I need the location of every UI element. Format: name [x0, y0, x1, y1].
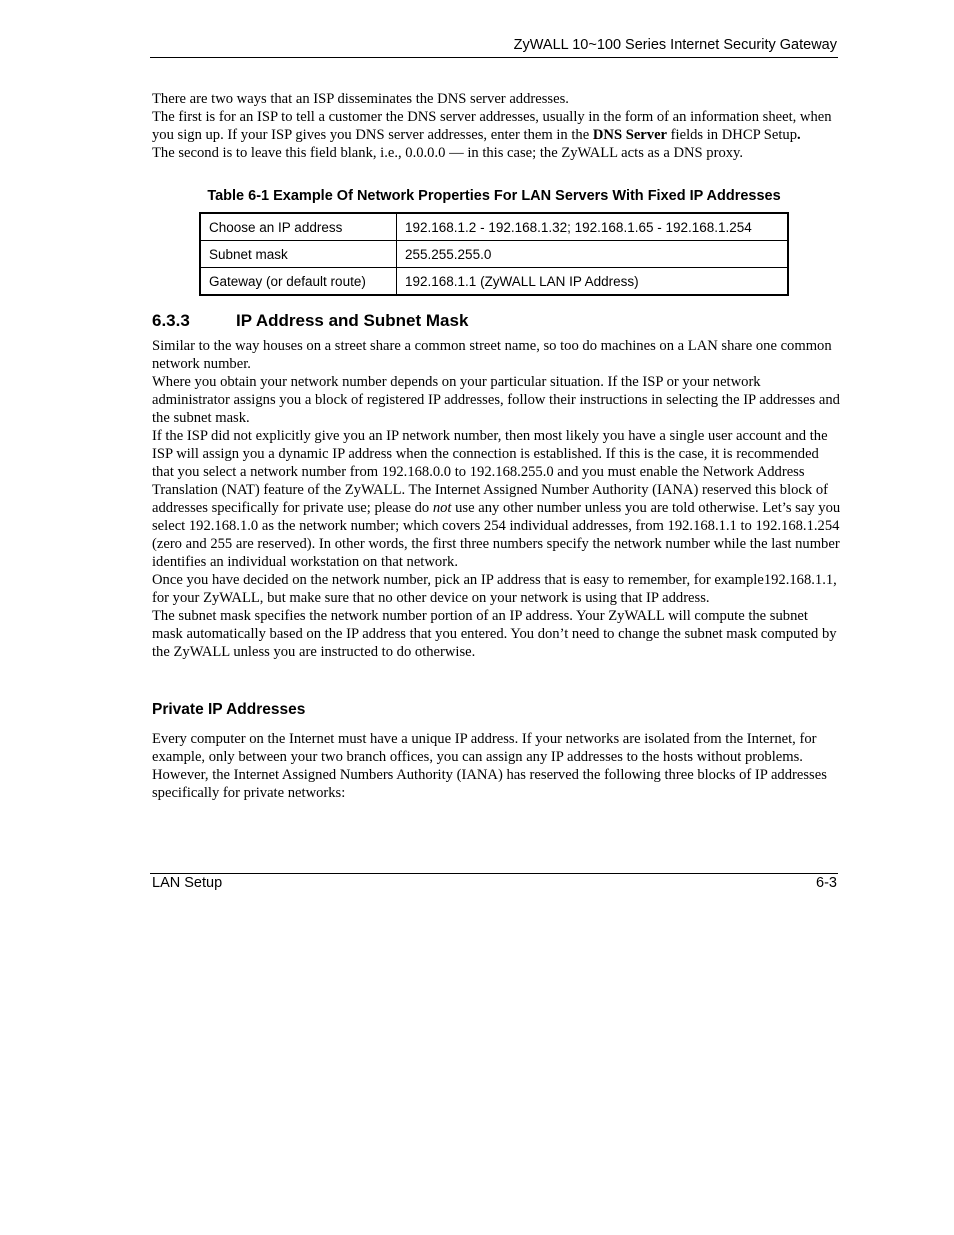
intro-paragraph-3: The second is to leave this field blank, i.e., 0.0.0.0 — in this case; the ZyWALL acts as a DNS proxy.	[152, 145, 744, 161]
dns-server-term: DNS Server	[592, 127, 668, 143]
table-cell-value: 192.168.1.1 (ZyWALL LAN IP Address)	[397, 268, 789, 296]
intro-p2-text-a: The first is for an ISP to tell a customer the DNS server addresses, usually in the form of an information sheet, when you sign up. If your ISP gives you DNS server addresses, enter them in the	[152, 109, 832, 143]
private-paragraph-1: Every computer on the Internet must have a unique IP address. If your networks are isolated from the Internet, for example, only between your two branch offices, you can assign any IP addresses to the hosts without problems. However, the Internet Assigned Numbers Authority (IANA) has reserved the following three blocks of IP addresses specifically for private networks:	[152, 731, 827, 801]
intro-text	[152, 90, 842, 162]
private-ip-body	[152, 730, 842, 802]
section-number: 6.3.3	[152, 311, 190, 330]
running-header: ZyWALL 10~100 Series Internet Security Gateway	[513, 37, 837, 53]
table-row	[200, 268, 788, 296]
private-ip-heading: Private IP Addresses	[152, 701, 306, 718]
table-row	[200, 241, 788, 268]
table-cell-value: 192.168.1.2 - 192.168.1.32; 192.168.1.65 - 192.168.1.254	[397, 213, 789, 241]
section-heading	[152, 311, 468, 331]
intro-p2-text-b: fields in DHCP Setup	[667, 127, 798, 143]
section-p3-text-a: If the ISP did not explicitly give you an IP network number, then most likely you have a single user account and the ISP will assign you a dynamic IP address when the connection is established. If this is the case, it is recommended that you select a network number from 192.168.0.0 to 192.168.255.0 and you must enable the Network Address Translation (NAT) feature of the ZyWALL. The Internet Assigned Number Authority (IANA) reserved this block of addresses specifically for private use; please do	[152, 428, 829, 516]
footer-rule	[150, 873, 838, 874]
intro-paragraph-1: There are two ways that an ISP disseminates the DNS server addresses.	[152, 91, 569, 107]
section-title: IP Address and Subnet Mask	[236, 311, 469, 330]
section-paragraph-1: Similar to the way houses on a street share a common street name, so too do machines on a LAN share one common network number.	[152, 338, 832, 372]
table-cell-label: Subnet mask	[200, 241, 397, 268]
section-paragraph-5: The subnet mask specifies the network number portion of an IP address. Your ZyWALL will compute the subnet mask automatically based on the IP address that you entered. You don’t need to change the subnet mask computed by the ZyWALL unless you are instructed to do otherwise.	[152, 608, 837, 660]
table-cell-label: Choose an IP address	[200, 213, 397, 241]
page-number: 6-3	[816, 875, 837, 891]
section-p3-text-b: use any other number unless you are told otherwise. Let’s say you select 192.168.1.0 as the network number; which covers 254 individual addresses, from 192.168.1.1 to 192.168.1.254 (zero and 255 are reserved). In other words, the first three numbers specify the network number while the last number identifies an individual workstation on that network.	[152, 500, 841, 570]
section-paragraph-3	[152, 427, 842, 571]
section-body	[152, 337, 842, 661]
network-properties-table	[199, 212, 789, 296]
table-cell-label: Gateway (or default route)	[200, 268, 397, 296]
section-paragraph-2: Where you obtain your network number depends on your particular situation. If the ISP or your network administrator assigns you a block of registered IP addresses, follow their instructions in selecting the IP addresses and the subnet mask.	[152, 374, 840, 426]
intro-paragraph-2	[152, 108, 842, 144]
table-row	[200, 213, 788, 241]
header-rule	[150, 57, 838, 58]
section-paragraph-4: Once you have decided on the network number, pick an IP address that is easy to remember, for example192.168.1.1, for your ZyWALL, but make sure that no other device on your network is using that IP address.	[152, 572, 837, 606]
footer-chapter: LAN Setup	[152, 875, 223, 891]
table-caption: Table 6-1 Example Of Network Properties For LAN Servers With Fixed IP Addresses	[207, 188, 781, 204]
emphasis-not: not	[432, 500, 452, 516]
intro-p2-period: .	[797, 127, 801, 143]
table-cell-value: 255.255.255.0	[397, 241, 789, 268]
